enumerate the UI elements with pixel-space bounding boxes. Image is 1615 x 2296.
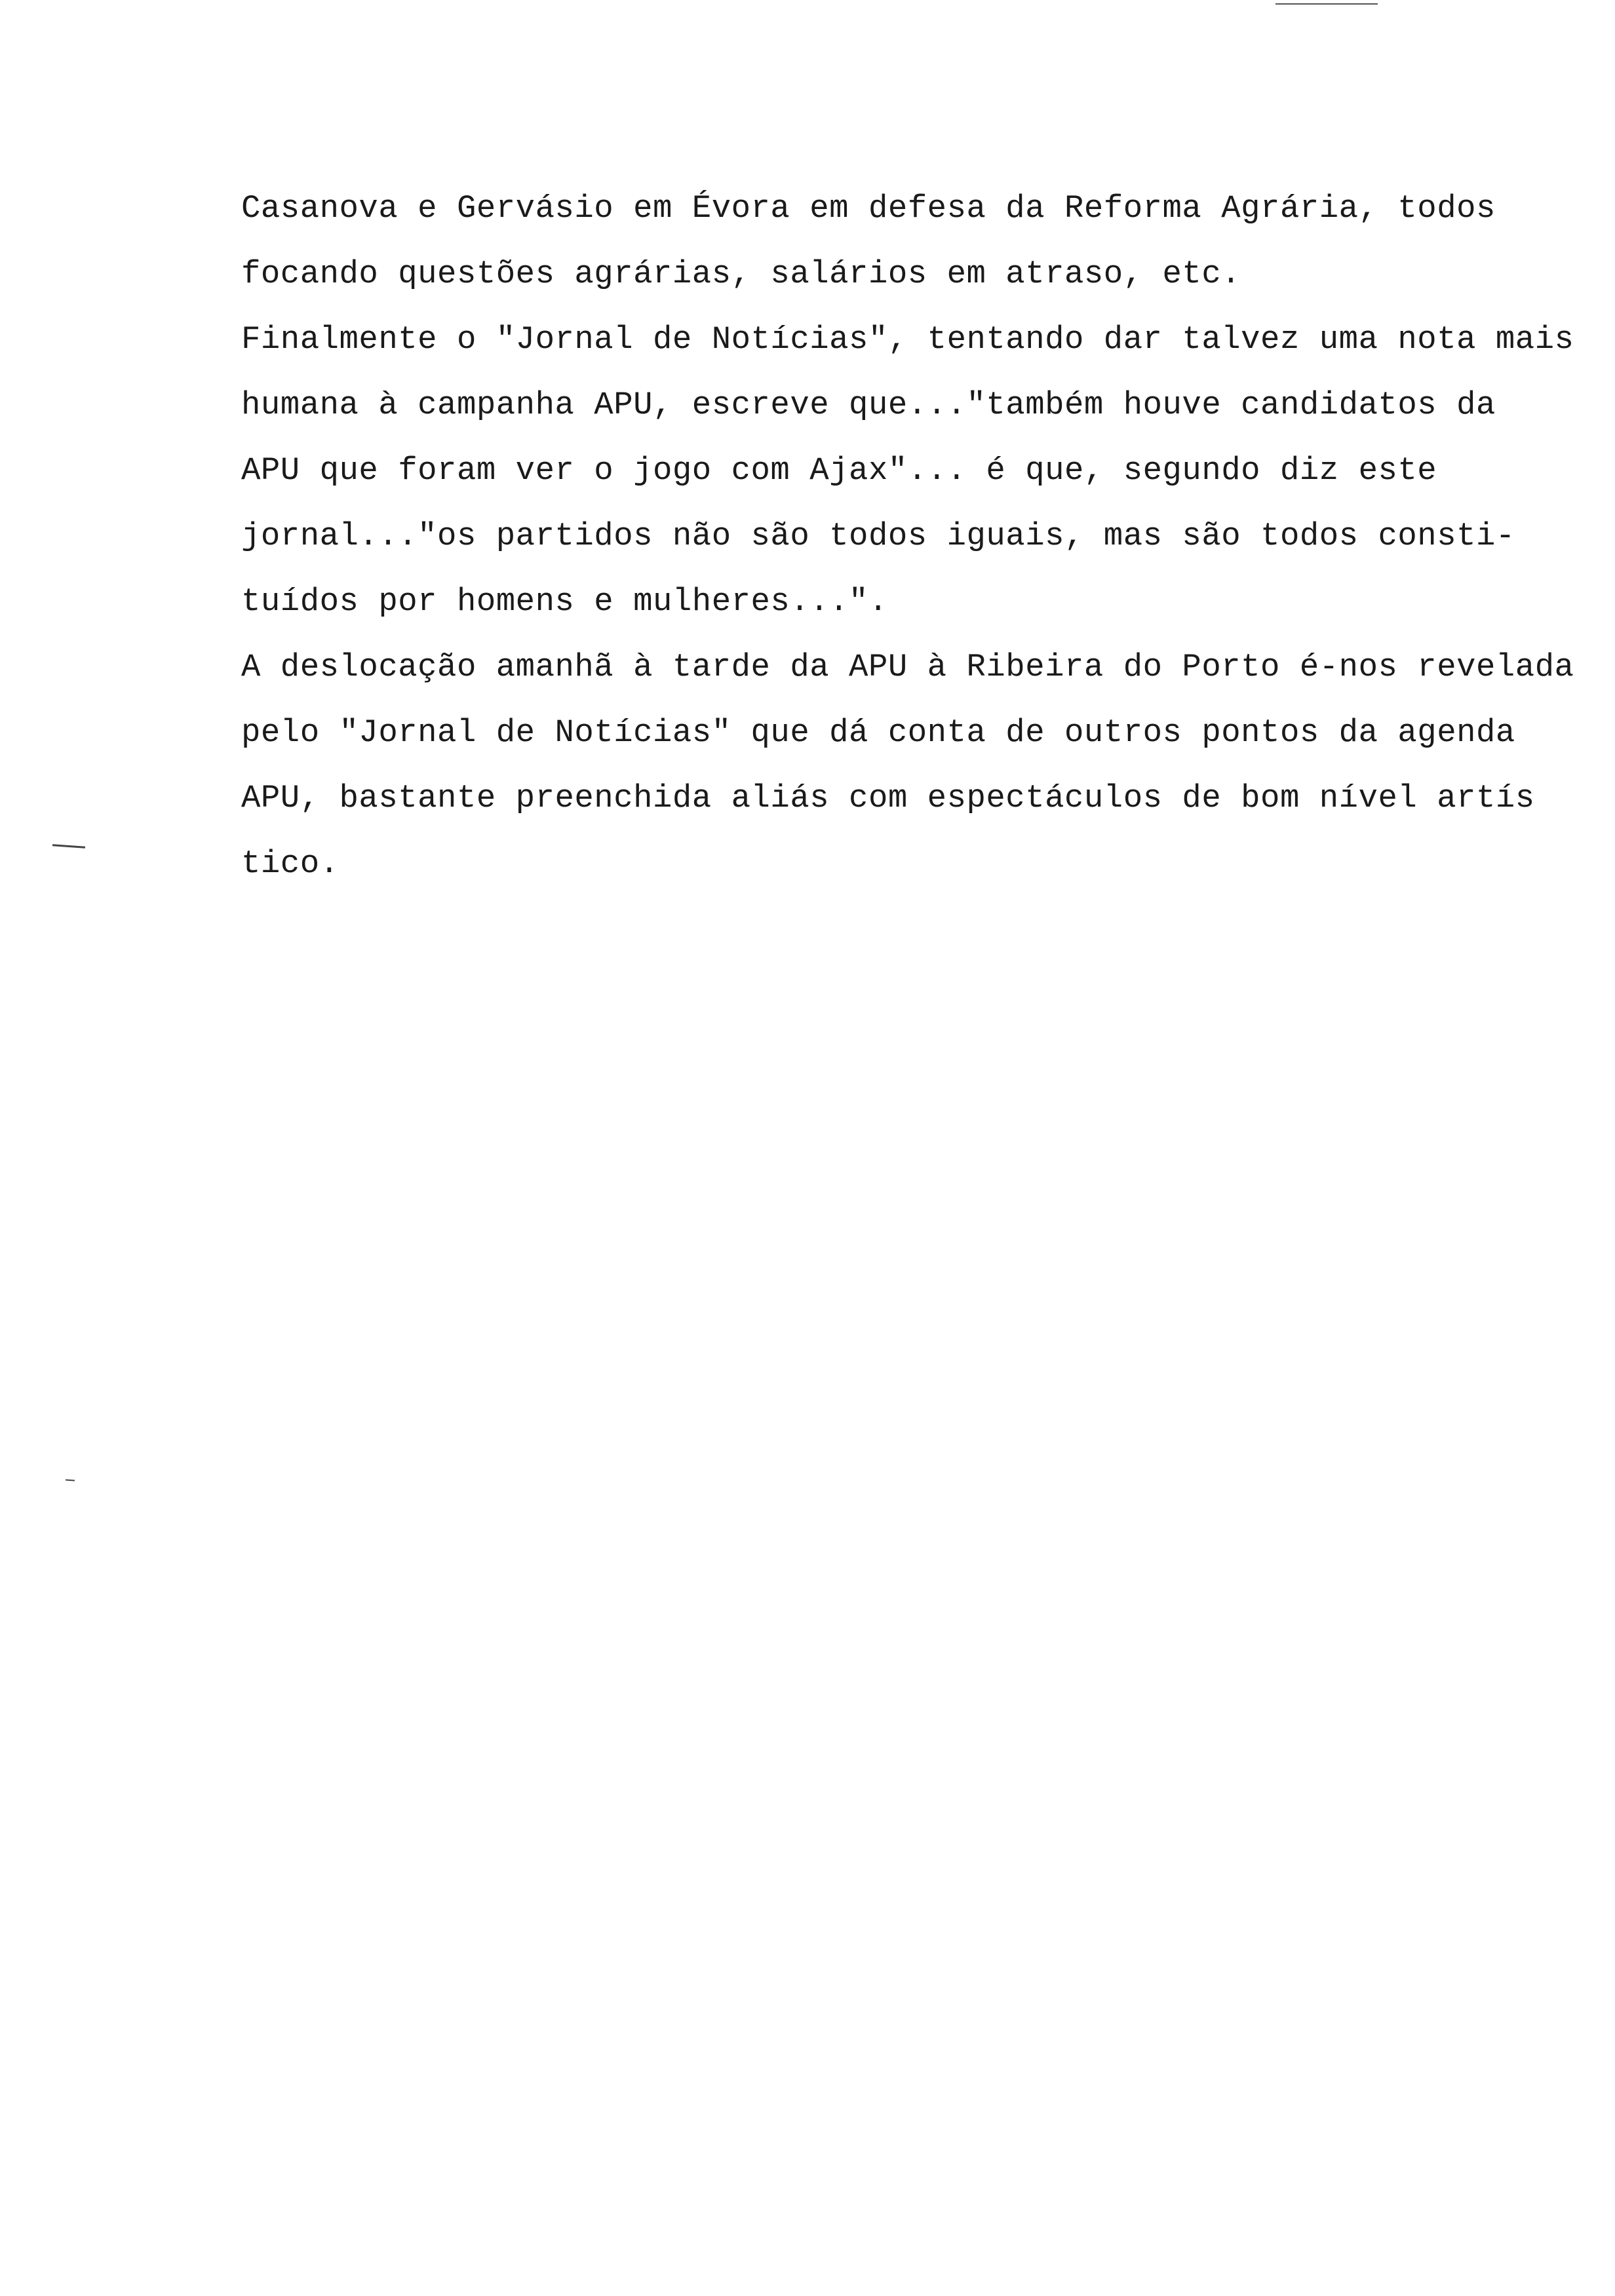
top-edge-rule xyxy=(1275,3,1378,5)
margin-punch-mark xyxy=(52,844,85,848)
text-line: focando questões agrárias, salários em atraso, etc. xyxy=(241,256,1241,292)
text-line: APU, bastante preenchida aliás com espectáculos de bom nível artís xyxy=(241,780,1535,816)
margin-punch-mark xyxy=(66,1480,75,1482)
text-line: Casanova e Gervásio em Évora em defesa da Reforma Agrária, todos xyxy=(241,190,1496,227)
text-line: tuídos por homens e mulheres...". xyxy=(241,583,888,620)
text-line: humana à campanha APU, escreve que..."também houve candidatos da xyxy=(241,387,1496,423)
text-line: pelo "Jornal de Notícias" que dá conta de outros pontos da agenda xyxy=(241,714,1515,751)
typed-text-body xyxy=(241,176,1591,896)
text-line: A deslocação amanhã à tarde da APU à Ribeira do Porto é-nos revelada xyxy=(241,649,1574,685)
text-line: Finalmente o "Jornal de Notícias", tentando dar talvez uma nota mais xyxy=(241,321,1574,358)
text-line: tico. xyxy=(241,845,340,882)
text-line: jornal..."os partidos não são todos iguais, mas são todos consti- xyxy=(241,518,1515,554)
text-line: APU que foram ver o jogo com Ajax"... é que, segundo diz este xyxy=(241,452,1437,489)
